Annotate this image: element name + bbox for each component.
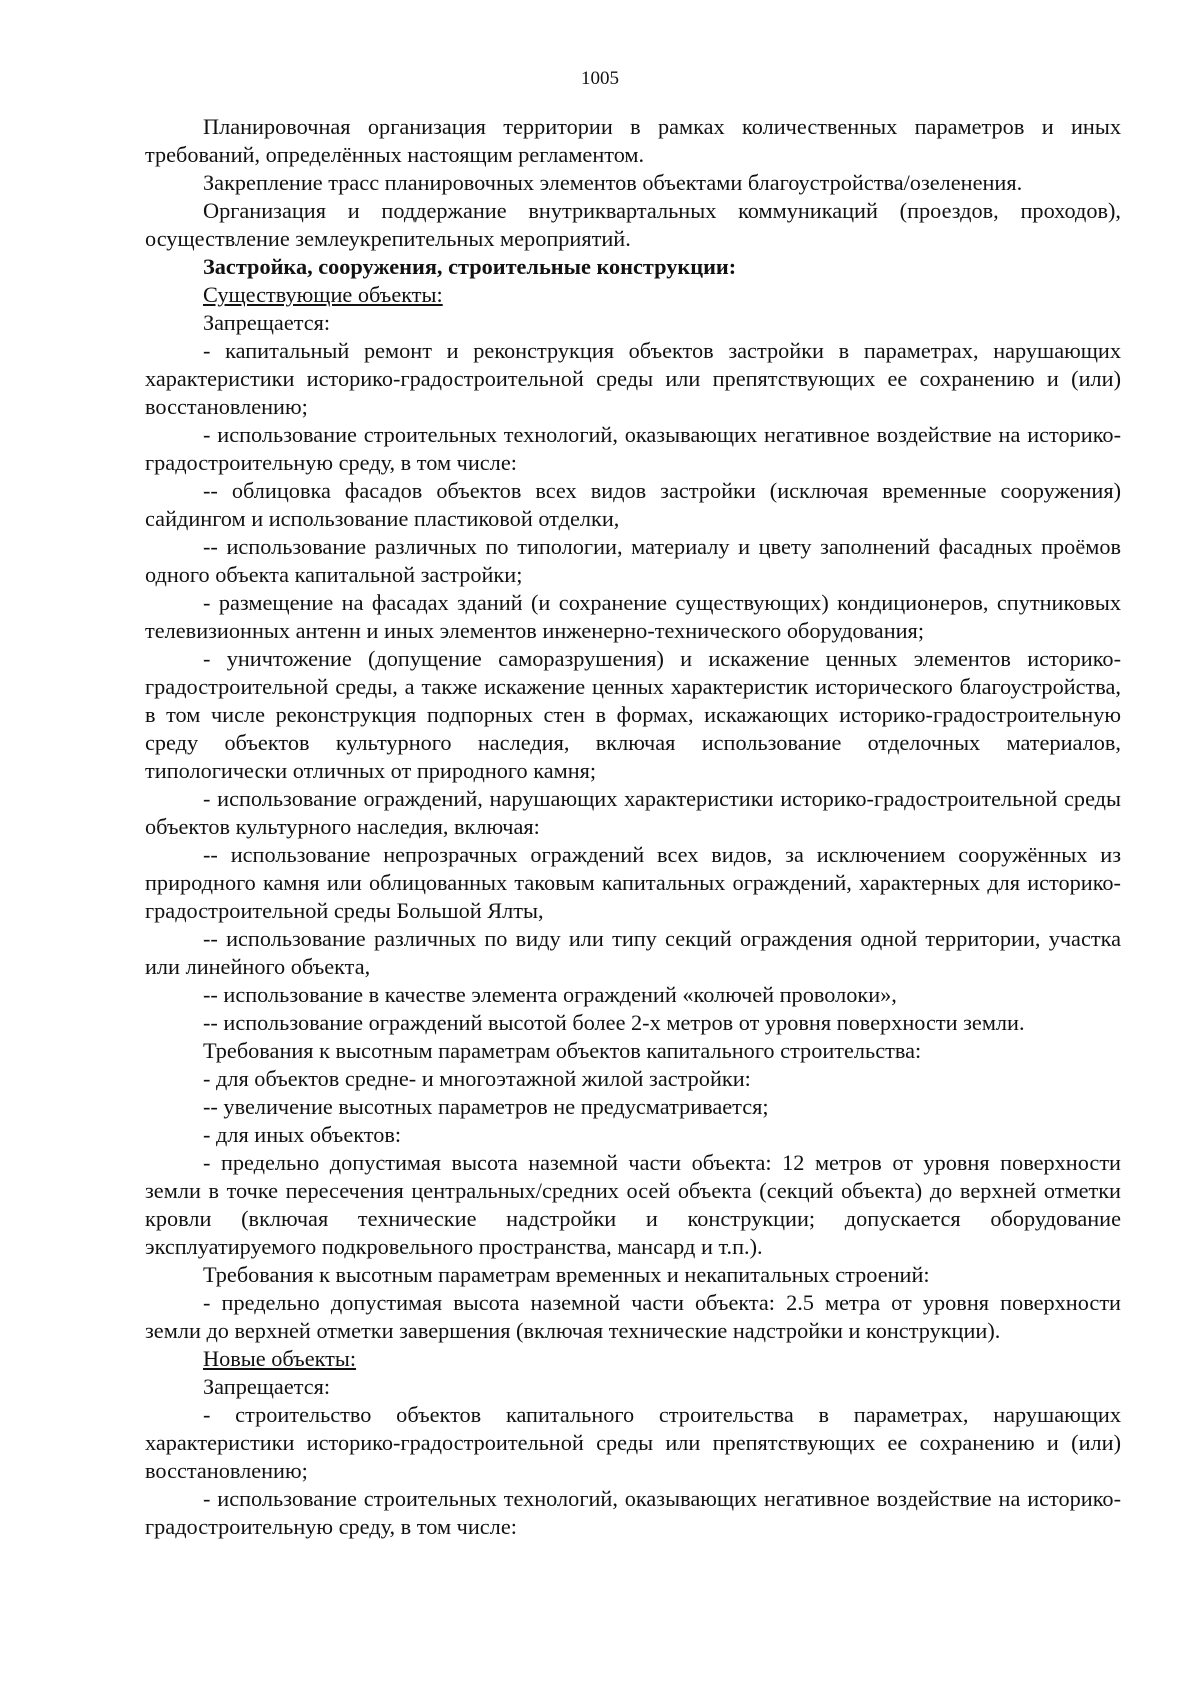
paragraph: Планировочная организация территории в рамках количественных параметров и иных требований, определённых настоящим регламентом. (145, 114, 1121, 167)
paragraph: -- увеличение высотных параметров не предусматривается; (203, 1094, 769, 1119)
underlined-heading-text: Новые объекты: (203, 1346, 357, 1371)
paragraph: - уничтожение (допущение саморазрушения) и искажение ценных элементов историко-градостроительной среды, а также искажение ценных характеристик исторического благоустройства, в том числе реконструкция подпорных стен в формах, искажающих историко-градостроительную среду объектов культурного наследия, включая использование отделочных материалов, типологически отличных от природного камня; (145, 646, 1121, 783)
paragraph: - использование строительных технологий, оказывающих негативное воздействие на историко-градостроительную среду, в том числе: (145, 422, 1121, 475)
subsection-heading (145, 1345, 1121, 1373)
paragraph: -- использование различных по типологии, материалу и цвету заполнений фасадных проёмов одного объекта капитальной застройки; (145, 534, 1121, 587)
underlined-heading-text: Существующие объекты: (203, 282, 443, 307)
paragraph: - для объектов средне- и многоэтажной жилой застройки: (203, 1066, 751, 1091)
paragraph: - капитальный ремонт и реконструкция объектов застройки в параметрах, нарушающих характеристики историко-градостроительной среды или препятствующих ее сохранению и (или) восстановлению; (145, 338, 1121, 419)
paragraph: - использование ограждений, нарушающих характеристики историко-градостроительной среды объектов культурного наследия, включая: (145, 786, 1121, 839)
paragraph: Запрещается: (203, 1374, 331, 1399)
paragraph: - для иных объектов: (203, 1122, 402, 1147)
paragraph: -- облицовка фасадов объектов всех видов застройки (исключая временные сооружения) сайдингом и использование пластиковой отделки, (145, 478, 1121, 531)
paragraph: -- использование в качестве элемента ограждений «колючей проволоки», (203, 982, 897, 1007)
paragraph: - предельно допустимая высота наземной части объекта: 2.5 метра от уровня поверхности земли до верхней отметки завершения (включая технические надстройки и конструкции). (145, 1290, 1121, 1343)
paragraph: -- использование ограждений высотой более 2-х метров от уровня поверхности земли. (203, 1010, 1025, 1035)
section-heading: Застройка, сооружения, строительные конструкции: (203, 254, 737, 279)
subsection-heading (145, 281, 1121, 309)
paragraph: - строительство объектов капитального строительства в параметрах, нарушающих характеристики историко-градостроительной среды или препятствующих ее сохранению и (или) восстановлению; (145, 1402, 1121, 1483)
paragraph: Организация и поддержание внутриквартальных коммуникаций (проездов, проходов), осуществление землеукрепительных мероприятий. (145, 198, 1121, 251)
paragraph: - использование строительных технологий, оказывающих негативное воздействие на историко-градостроительную среду, в том числе: (145, 1486, 1121, 1539)
paragraph: -- использование непрозрачных ограждений всех видов, за исключением сооружённых из природного камня или облицованных таковым капитальных ограждений, характерных для историко-градостроительной среды Большой Ялты, (145, 842, 1121, 923)
paragraph: Требования к высотным параметрам объектов капитального строительства: (203, 1038, 922, 1063)
paragraph: Требования к высотным параметрам временных и некапитальных строений: (203, 1262, 930, 1287)
paragraph: Запрещается: (203, 310, 331, 335)
page-number: 1005 (581, 68, 619, 89)
document-body (145, 113, 1121, 1541)
paragraph: -- использование различных по виду или типу секций ограждения одной территории, участка или линейного объекта, (145, 926, 1121, 979)
paragraph: - размещение на фасадах зданий (и сохранение существующих) кондиционеров, спутниковых телевизионных антенн и иных элементов инженерно-технического оборудования; (145, 590, 1121, 643)
paragraph: - предельно допустимая высота наземной части объекта: 12 метров от уровня поверхности земли в точке пересечения центральных/средних осей объекта (секций объекта) до верхней отметки кровли (включая технические надстройки и конструкции; допускается оборудование эксплуатируемого подкровельного пространства, мансард и т.п.). (145, 1150, 1121, 1259)
paragraph: Закрепление трасс планировочных элементов объектами благоустройства/озеленения. (203, 170, 1023, 195)
